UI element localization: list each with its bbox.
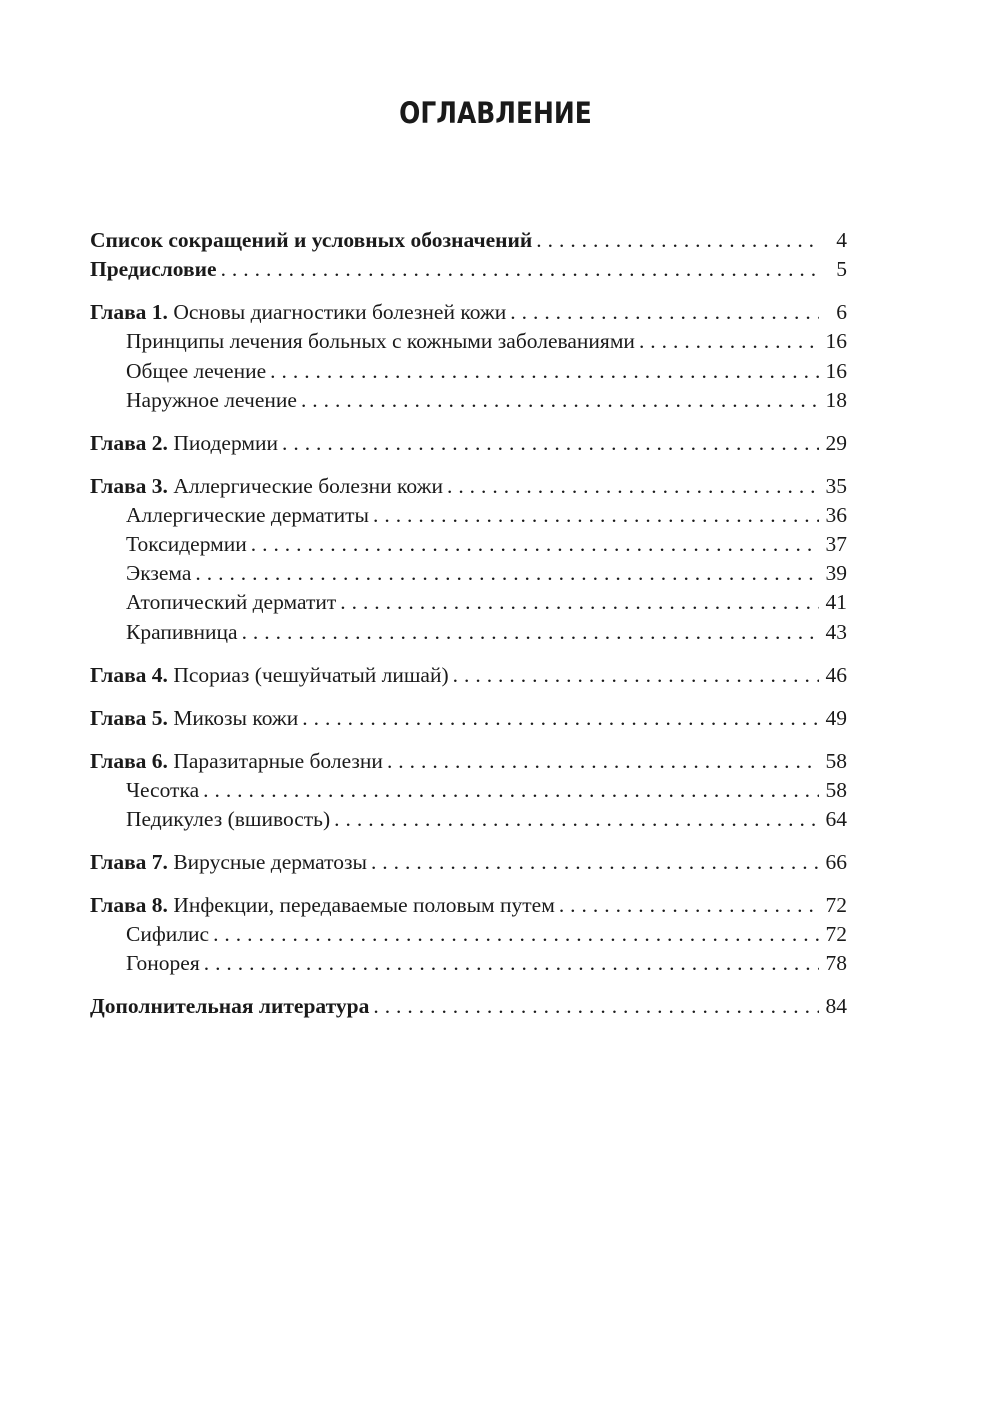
toc-entry-title: Наружное лечение <box>126 387 297 412</box>
toc-entry-title: Дополнительная литература <box>90 994 370 1019</box>
toc-entry-label <box>90 891 555 920</box>
dot-leader <box>282 429 819 458</box>
toc-section-entry <box>90 992 847 1021</box>
page-number: 37 <box>825 532 847 557</box>
toc-entry-title: Токсидермии <box>126 532 247 557</box>
toc-entry-label <box>126 357 266 386</box>
page-number: 39 <box>825 561 847 586</box>
toc-entry-label <box>126 559 191 588</box>
toc-entry-label <box>126 327 635 356</box>
toc-section-entry <box>90 226 847 255</box>
toc-entry-label <box>90 848 367 877</box>
dot-leader <box>270 357 819 386</box>
toc-entry-label <box>126 501 369 530</box>
page-number: 18 <box>825 387 847 412</box>
toc-entry-title: Гонорея <box>126 951 200 976</box>
toc-entry-label <box>90 704 298 733</box>
toc-subsection-entry <box>90 949 847 978</box>
chapter-number: Глава 1. <box>90 300 168 325</box>
toc-entry-label <box>90 429 278 458</box>
toc-subsection-entry <box>90 920 847 949</box>
toc-entry-title: Вирусные дерматозы <box>173 849 367 874</box>
chapter-number: Глава 4. <box>90 662 168 687</box>
page-number: 16 <box>825 329 847 354</box>
dot-leader <box>340 588 819 617</box>
dot-leader <box>221 255 819 284</box>
toc-entry-title: Чесотка <box>126 777 200 802</box>
page-number: 41 <box>825 590 847 615</box>
dot-leader <box>453 661 819 690</box>
toc-subsection-entry <box>90 559 847 588</box>
page-number: 5 <box>836 257 847 282</box>
table-of-contents <box>90 226 847 1021</box>
dot-leader <box>213 920 819 949</box>
page-number: 43 <box>825 619 847 644</box>
toc-entry-title: Основы диагностики болезней кожи <box>173 300 507 325</box>
page-number: 58 <box>825 777 847 802</box>
dot-leader <box>302 704 819 733</box>
chapter-number: Глава 8. <box>90 892 168 917</box>
dot-leader <box>510 298 819 327</box>
toc-entry-title: Аллергические дерматиты <box>126 502 369 527</box>
chapter-number: Глава 3. <box>90 473 168 498</box>
toc-entry-label <box>90 661 449 690</box>
toc-entry-label <box>90 298 506 327</box>
page-number: 6 <box>836 300 847 325</box>
toc-entry-title: Список сокращений и условных обозначений <box>90 228 533 252</box>
page-number: 29 <box>825 430 847 455</box>
dot-leader <box>301 386 819 415</box>
dot-leader <box>334 805 819 834</box>
toc-entry-label <box>90 992 369 1021</box>
toc-chapter-entry <box>90 472 847 501</box>
chapter-number: Глава 7. <box>90 849 168 874</box>
toc-entry-title: Микозы кожи <box>173 705 299 730</box>
toc-subsection-entry <box>90 776 847 805</box>
page-number: 4 <box>836 228 847 252</box>
toc-chapter-entry <box>90 848 847 877</box>
toc-entry-label <box>90 255 217 284</box>
page-number: 66 <box>825 849 847 874</box>
toc-entry-title: Сифилис <box>126 922 210 947</box>
toc-entry-label <box>90 472 443 501</box>
dot-leader <box>242 618 819 647</box>
dot-leader <box>387 747 819 776</box>
toc-entry-title: Атопический дерматит <box>126 590 337 615</box>
toc-subsection-entry <box>90 357 847 386</box>
toc-entry-title: Паразитарные болезни <box>173 748 383 773</box>
page-number: 84 <box>825 994 847 1019</box>
page-number: 58 <box>825 748 847 773</box>
toc-entry-label <box>126 588 336 617</box>
page-number: 72 <box>825 922 847 947</box>
chapter-number: Глава 6. <box>90 748 168 773</box>
dot-leader <box>204 949 819 978</box>
toc-entry-title: Педикулез (вшивость) <box>126 806 331 831</box>
toc-entry-title: Аллергические болезни кожи <box>173 473 443 498</box>
toc-section-entry <box>90 255 847 284</box>
toc-entry-label <box>126 776 199 805</box>
dot-leader <box>195 559 819 588</box>
dot-leader <box>251 530 819 559</box>
dot-leader <box>536 226 819 255</box>
toc-chapter-entry <box>90 298 847 327</box>
toc-chapter-entry <box>90 704 847 733</box>
toc-entry-title: Инфекции, передаваемые половым путем <box>173 892 555 917</box>
toc-entry-title: Предисловие <box>90 257 217 282</box>
page-number: 46 <box>825 662 847 687</box>
toc-entry-title: Крапивница <box>126 619 238 644</box>
toc-entry-label <box>126 618 238 647</box>
toc-entry-label <box>126 805 330 834</box>
toc-chapter-entry <box>90 429 847 458</box>
toc-subsection-entry <box>90 805 847 834</box>
page-number: 49 <box>825 705 847 730</box>
toc-entry-title: Принципы лечения больных с кожными заболеваниями <box>126 329 635 354</box>
toc-entry-title: Пиодермии <box>173 430 278 455</box>
dot-leader <box>559 891 819 920</box>
toc-entry-label <box>126 949 200 978</box>
toc-subsection-entry <box>90 386 847 415</box>
dot-leader <box>639 327 819 356</box>
page-number: 35 <box>825 473 847 498</box>
chapter-number: Глава 2. <box>90 430 168 455</box>
toc-subsection-entry <box>90 530 847 559</box>
toc-entry-title: Псориаз (чешуйчатый лишай) <box>173 662 449 687</box>
page-number: 16 <box>825 358 847 383</box>
toc-entry-label <box>90 747 383 776</box>
page-number: 64 <box>825 806 847 831</box>
toc-entry-label <box>126 530 247 559</box>
dot-leader <box>447 472 819 501</box>
page-number: 78 <box>825 951 847 976</box>
toc-chapter-entry <box>90 891 847 920</box>
toc-subsection-entry <box>90 618 847 647</box>
toc-subsection-entry <box>90 588 847 617</box>
dot-leader <box>373 501 819 530</box>
toc-entry-label <box>90 226 532 255</box>
dot-leader <box>371 848 819 877</box>
chapter-number: Глава 5. <box>90 705 168 730</box>
page-number: 72 <box>825 892 847 917</box>
toc-entry-title: Экзема <box>126 561 192 586</box>
toc-chapter-entry <box>90 747 847 776</box>
dot-leader <box>203 776 819 805</box>
toc-subsection-entry <box>90 501 847 530</box>
toc-subsection-entry <box>90 327 847 356</box>
toc-chapter-entry <box>90 661 847 690</box>
dot-leader <box>373 992 819 1021</box>
page-title: ОГЛАВЛЕНИЕ <box>399 96 592 130</box>
toc-entry-title: Общее лечение <box>126 358 267 383</box>
page-number: 36 <box>825 502 847 527</box>
toc-entry-label <box>126 920 209 949</box>
toc-entry-label <box>126 386 297 415</box>
